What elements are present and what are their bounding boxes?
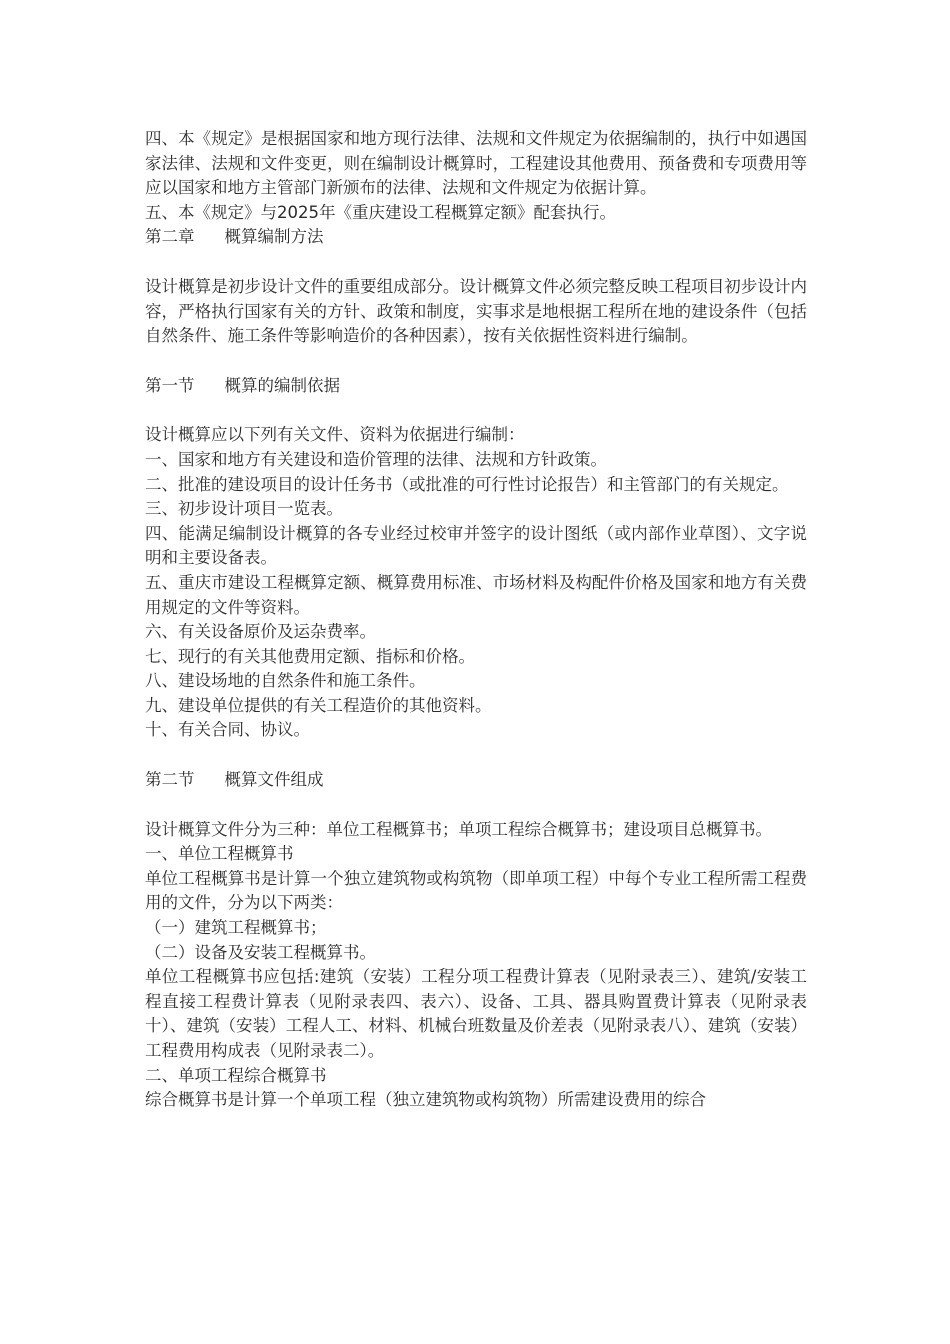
list-item: 七、现行的有关其他费用定额、指标和价格。 bbox=[145, 646, 475, 666]
list-item: 六、有关设备原价及运杂费率。 bbox=[145, 622, 376, 642]
list-item: 十、有关合同、协议。 bbox=[145, 720, 310, 740]
spacer bbox=[145, 398, 807, 423]
spacer bbox=[145, 250, 807, 275]
subsection-title: 二、单项工程综合概算书 bbox=[145, 1065, 327, 1085]
subsection-description: 单位工程概算书是计算一个独立建筑物或构筑物（即单项工程）中每个专业工程所需工程费用的文件，分为以下两类： bbox=[145, 868, 807, 913]
spacer bbox=[145, 349, 807, 374]
section-intro: 设计概算文件分为三种：单位工程概算书；单项工程综合概算书；建设项目总概算书。 bbox=[145, 819, 772, 839]
section-heading bbox=[145, 374, 807, 399]
spacer bbox=[145, 743, 807, 768]
section-label: 第一节 bbox=[145, 375, 195, 395]
list-item: 四、能满足编制设计概算的各专业经过校审并签字的设计图纸（或内部作业草图）、文字说明和主要设备表。 bbox=[145, 523, 807, 568]
paragraph-regulation-execution: 五、本《规定》与2025年《重庆建设工程概算定额》配套执行。 bbox=[145, 202, 616, 222]
subsection-contents: 单位工程概算书应包括:建筑（安装）工程分项工程费计算表（见附录表三）、建筑/安装工程直接工程费计算表（见附录表四、表六）、设备、工具、器具购置费计算表（见附录表十）、建筑（安装）工程人工、材料、机械台班数量及价差表（见附录表八）、建筑（安装）工程费用构成表（见附录表二）。 bbox=[145, 967, 807, 1060]
list-item: （一）建筑工程概算书； bbox=[145, 918, 327, 938]
subsection-title: 一、单位工程概算书 bbox=[145, 844, 294, 864]
section-title: 概算文件组成 bbox=[224, 770, 324, 790]
chapter-title: 概算编制方法 bbox=[224, 227, 324, 247]
section-intro: 设计概算应以下列有关文件、资料为依据进行编制： bbox=[145, 425, 525, 445]
list-item: 二、批准的建设项目的设计任务书（或批准的可行性讨论报告）和主管部门的有关规定。 bbox=[145, 474, 789, 494]
subsection-description: 综合概算书是计算一个单项工程（独立建筑物或构筑物）所需建设费用的综合 bbox=[145, 1090, 706, 1110]
paragraph-regulation-basis: 四、本《规定》是根据国家和地方现行法律、法规和文件规定为依据编制的，执行中如遇国家法律、法规和文件变更，则在编制设计概算时，工程建设其他费用、预备费和专项费用等应以国家和地方主管部门新颁布的法律、法规和文件规定为依据计算。 bbox=[145, 129, 807, 198]
chapter-label: 第二章 bbox=[145, 227, 195, 247]
list-item: 八、建设场地的自然条件和施工条件。 bbox=[145, 671, 426, 691]
list-item: 一、国家和地方有关建设和造价管理的法律、法规和方针政策。 bbox=[145, 449, 607, 469]
spacer bbox=[145, 793, 807, 818]
list-item: （二）设备及安装工程概算书。 bbox=[145, 942, 376, 962]
section-heading bbox=[145, 768, 807, 793]
chapter-intro: 设计概算是初步设计文件的重要组成部分。设计概算文件必须完整反映工程项目初步设计内容，严格执行国家有关的方针、政策和制度，实事求是地根据工程所在地的建设条件（包括自然条件、施工条件等影响造价的各种因素），按有关依据性资料进行编制。 bbox=[145, 276, 807, 346]
section-title: 概算的编制依据 bbox=[224, 375, 340, 395]
section-label: 第二节 bbox=[145, 770, 195, 790]
list-item: 九、建设单位提供的有关工程造价的其他资料。 bbox=[145, 695, 492, 715]
list-item: 五、重庆市建设工程概算定额、概算费用标准、市场材料及构配件价格及国家和地方有关费用规定的文件等资料。 bbox=[145, 572, 807, 617]
document-page bbox=[145, 127, 807, 1113]
list-item: 三、初步设计项目一览表。 bbox=[145, 499, 343, 519]
chapter-heading bbox=[145, 225, 807, 250]
